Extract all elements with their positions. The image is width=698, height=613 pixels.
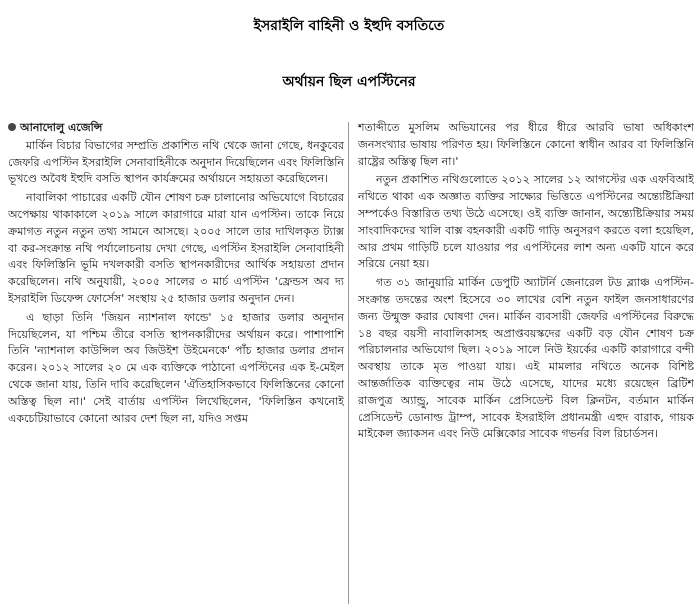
headline-line-2: অর্থায়ন ছিল এপস্টিনের [282, 74, 416, 90]
headline [0, 0, 698, 112]
byline [8, 120, 344, 137]
article-column-left [8, 120, 344, 610]
article-column-right [358, 120, 694, 610]
paragraph: নতুন প্রকাশিত নথিগুলোতে ২০১২ সালের ১২ আগস্টের এক এফবিআই নথিতে থাকা এক অজ্ঞাত ব্যক্তির সাক্ষ্যের ভিত্তিতে এপস্টিনের অন্ত্যেষ্টিক্রিয়া সম্পর্কেও বিস্তারিত তথ্য উঠে এসেছে। ওই ব্যক্তি জানান, অন্ত্যেষ্টিক্রিয়ার সময় সাংবাদিকদের খালি বাক্স বহনকারী একটি গাড়ি অনুসরণ করতে বলা হয়েছিল, আর প্রথম গাড়িটি চলে যাওয়ার পর এপস্টিনের লাশ অন্য একটি যানে করে সরিয়ে নেয়া হয়। [358, 173, 694, 271]
bullet-icon [8, 123, 16, 131]
paragraph: গত ৩১ জানুয়ারি মার্কিন ডেপুটি অ্যাটর্নি জেনারেল টড ব্ল্যাঞ্চ এপস্টিন-সংক্রান্ত তদন্তের অংশ হিসেবে ৩০ লাখের বেশি নতুন ফাইল জনসাধারণের জন্য উন্মুক্ত করার ঘোষণা দেন। মার্কিন ব্যবসায়ী জেফরি এপস্টিনের বিরুদ্ধে ১৪ বছর বয়সী নাবালিকাসহ অপ্রাপ্তবয়স্কদের একটি বড় যৌন শোষণ চক্র পরিচালনার অভিযোগ ছিল। ২০১৯ সালে নিউ ইয়র্কের একটি কারাগারে বন্দী অবস্থায় তাকে মৃত পাওয়া যায়। এই মামলার নথিতে অনেক বিশিষ্ট আন্তর্জাতিক ব্যক্তিত্বের নাম উঠে এসেছে, যাদের মধ্যে রয়েছেন ব্রিটিশ রাজপুত্র অ্যান্ড্রু, সাবেক মার্কিন প্রেসিডেন্ট বিল ক্লিনটন, বর্তমান মার্কিন প্রেসিডেন্ট ডোনাল্ড ট্রাম্প, সাবেক ইসরাইলি প্রধানমন্ত্রী এহুদ বারাক, গায়ক মাইকেল জ্যাকসন এবং নিউ মেক্সিকোর সাবেক গভর্নর বিল রিচার্ডসন। [358, 276, 694, 441]
headline-line-1: ইসরাইলি বাহিনী ও ইহুদি বসতিতে [253, 18, 445, 34]
paragraph: শতাব্দীতে মুসলিম অভিযানের পর ধীরে ধীরে আরবি ভাষা অধিকাংশ জনসংখ্যার ভাষায় পরিণত হয়। ফিলিস্তিনে কোনো স্বাধীন আরব বা ফিলিস্তিনি রাষ্ট্রের অস্তিত্ব ছিল না।' [358, 121, 694, 168]
paragraph: এ ছাড়া তিনি 'জিয়ন ন্যাশনাল ফান্ডে' ১৫ হাজার ডলার অনুদান দিয়েছিলেন, যা পশ্চিম তীরে বসতি স্থাপনকারীদের অর্থায়ন করে। পাশাপাশি তিনি 'ন্যাশনাল কাউন্সিল অব জিউইশ উইমেনকে' পাঁচ হাজার ডলার প্রদান করেন। ২০১২ সালের ২০ মে এক ব্যক্তিকে পাঠানো এপস্টিনের এক ই-মেইল থেকে জানা যায়, তিনি দাবি করেছিলেন 'ঐতিহাসিকভাবে ফিলিস্তিনের কোনো অস্তিত্ব ছিল না।' সেই বার্তায় এপস্টিন লিখেছিলেন, 'ফিলিস্তিন কখনোই একচেটিয়াভাবে কোনো আরব দেশ ছিল না, যদিও সপ্তম [8, 310, 344, 425]
paragraph: নাবালিকা পাচারের একটি যৌন শোষণ চক্র চালানোর অভিযোগে বিচারের অপেক্ষায় থাকাকালে ২০১৯ সালে কারাগারে মারা যান এপস্টিন। তাকে নিয়ে ক্রমাগত নতুন নতুন তথ্য সামনে আসছে। ২০০৫ সালে তার দাখিলকৃত ট্যাক্স বা কর-সংক্রান্ত নথি পর্যালোচনায় দেখা গেছে, এপস্টিন ইসরাইলি সেনাবাহিনী এবং ফিলিস্তিনি ভূমি দখলকারী বসতি স্থাপনকারীদের আর্থিক সহায়তা প্রদান করেছিলেন। নথি অনুযায়ী, ২০০৫ সালের ৩ মার্চ এপস্টিন 'ফ্রেন্ডস অব দ্য ইসরাইলি ডিফেন্স ফোর্সেস' সংস্থায় ২৫ হাজার ডলার অনুদান দেন। [8, 191, 344, 305]
column-divider [348, 122, 349, 604]
byline-text: আনাদোলু এজেন্সি [20, 121, 103, 134]
paragraph: মার্কিন বিচার বিভাগের সম্প্রতি প্রকাশিত নথি থেকে জানা গেছে, ধনকুবের জেফরি এপস্টিন ইসরাইলি সেনাবাহিনীকে অনুদান দিয়েছিলেন এবং ফিলিস্তিনি ভূখণ্ডে অবৈধ ইহুদি বসতি স্থাপন কার্যক্রমের অর্থায়নে সহায়তা করেছিলেন। [8, 138, 344, 186]
